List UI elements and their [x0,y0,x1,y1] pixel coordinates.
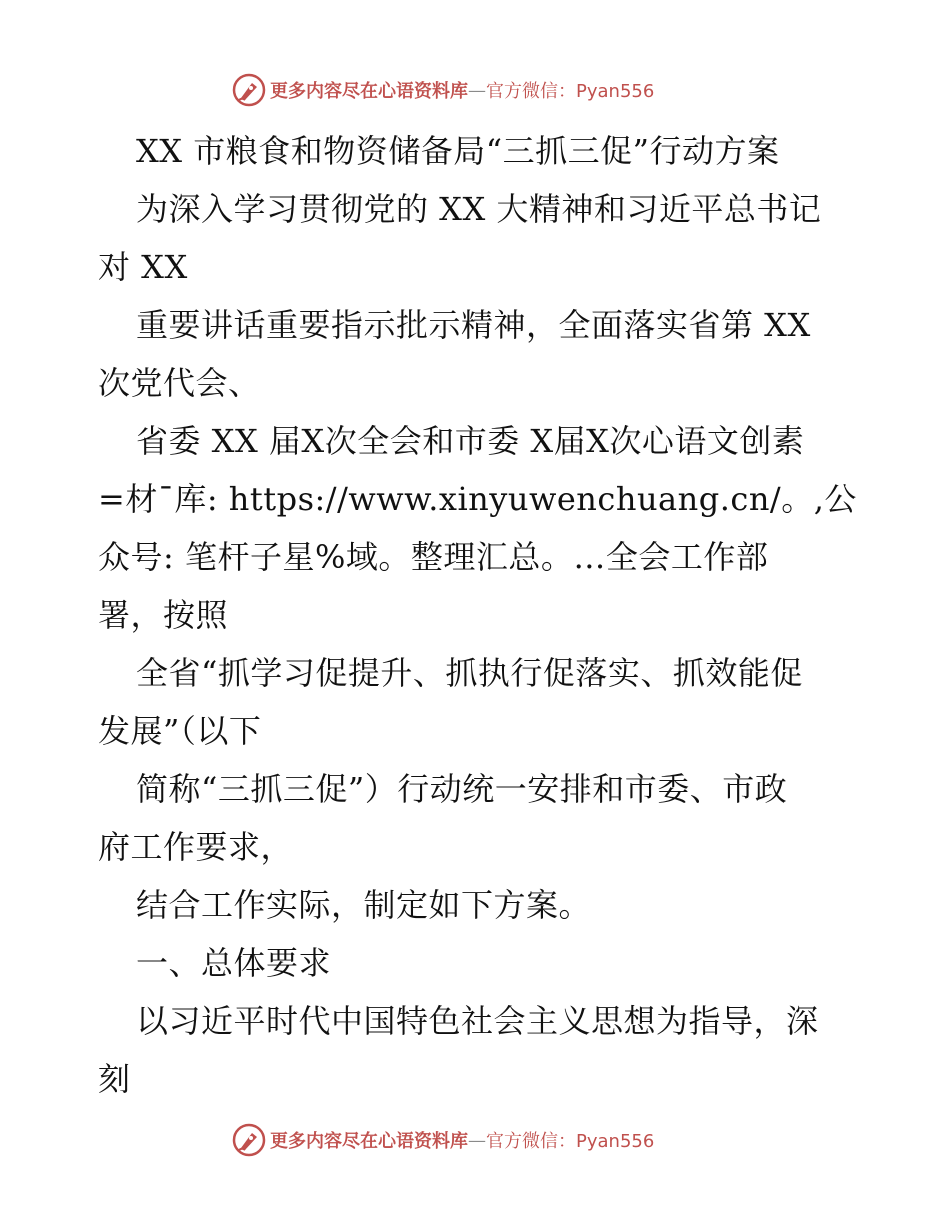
paragraph-line: 为深入学习贯彻党的 XX 大精神和习近平总书记 [136,190,822,228]
footer-banner [232,1122,654,1158]
paragraph-line: =材¯库: https://www.xinyuwenchuang.cn/。,公 [98,480,857,518]
paragraph-line: 省委 XX 届X次全会和市委 X届X次心语文创素 [136,422,805,460]
paragraph-line: 次党代会、 [98,364,261,402]
document-body [98,122,858,1108]
section-heading: 一、总体要求 [136,944,332,982]
paragraph-line: 以习近平时代中国特色社会主义思想为指导，深 [136,1002,819,1040]
banner-separator: — [468,79,486,101]
banner-wechat-text: 官方微信：Pyan556 [486,1131,655,1152]
banner-wechat-text: 官方微信：Pyan556 [486,81,655,102]
banner-separator: — [468,1129,486,1151]
paragraph-line: 全省“抓学习促提升、抓执行促落实、抓效能促 [136,654,803,692]
paragraph-line: 署，按照 [98,596,229,634]
paragraph-line: 简称“三抓三促”）行动统一安排和市委、市政 [136,770,788,808]
paragraph-line: 府工作要求， [98,828,294,866]
paragraph-line: 刻 [98,1060,131,1098]
paragraph-line: 众号: 笔杆子星%域。整理汇总。…全会工作部 [98,538,769,576]
pen-nib-logo-icon [232,73,266,107]
banner-brand-text: 更多内容尽在心语资料库 [270,81,468,102]
header-banner [232,72,654,108]
paragraph-line: 发展”（以下 [98,712,262,750]
paragraph-line: 重要讲话重要指示批示精神，全面落实省第 XX [136,306,811,344]
paragraph-line: 结合工作实际，制定如下方案。 [136,886,592,924]
banner-brand-text: 更多内容尽在心语资料库 [270,1131,468,1152]
document-title: XX 市粮食和物资储备局“三抓三促”行动方案 [136,132,780,170]
pen-nib-logo-icon [232,1123,266,1157]
paragraph-line: 对 XX [98,248,188,286]
